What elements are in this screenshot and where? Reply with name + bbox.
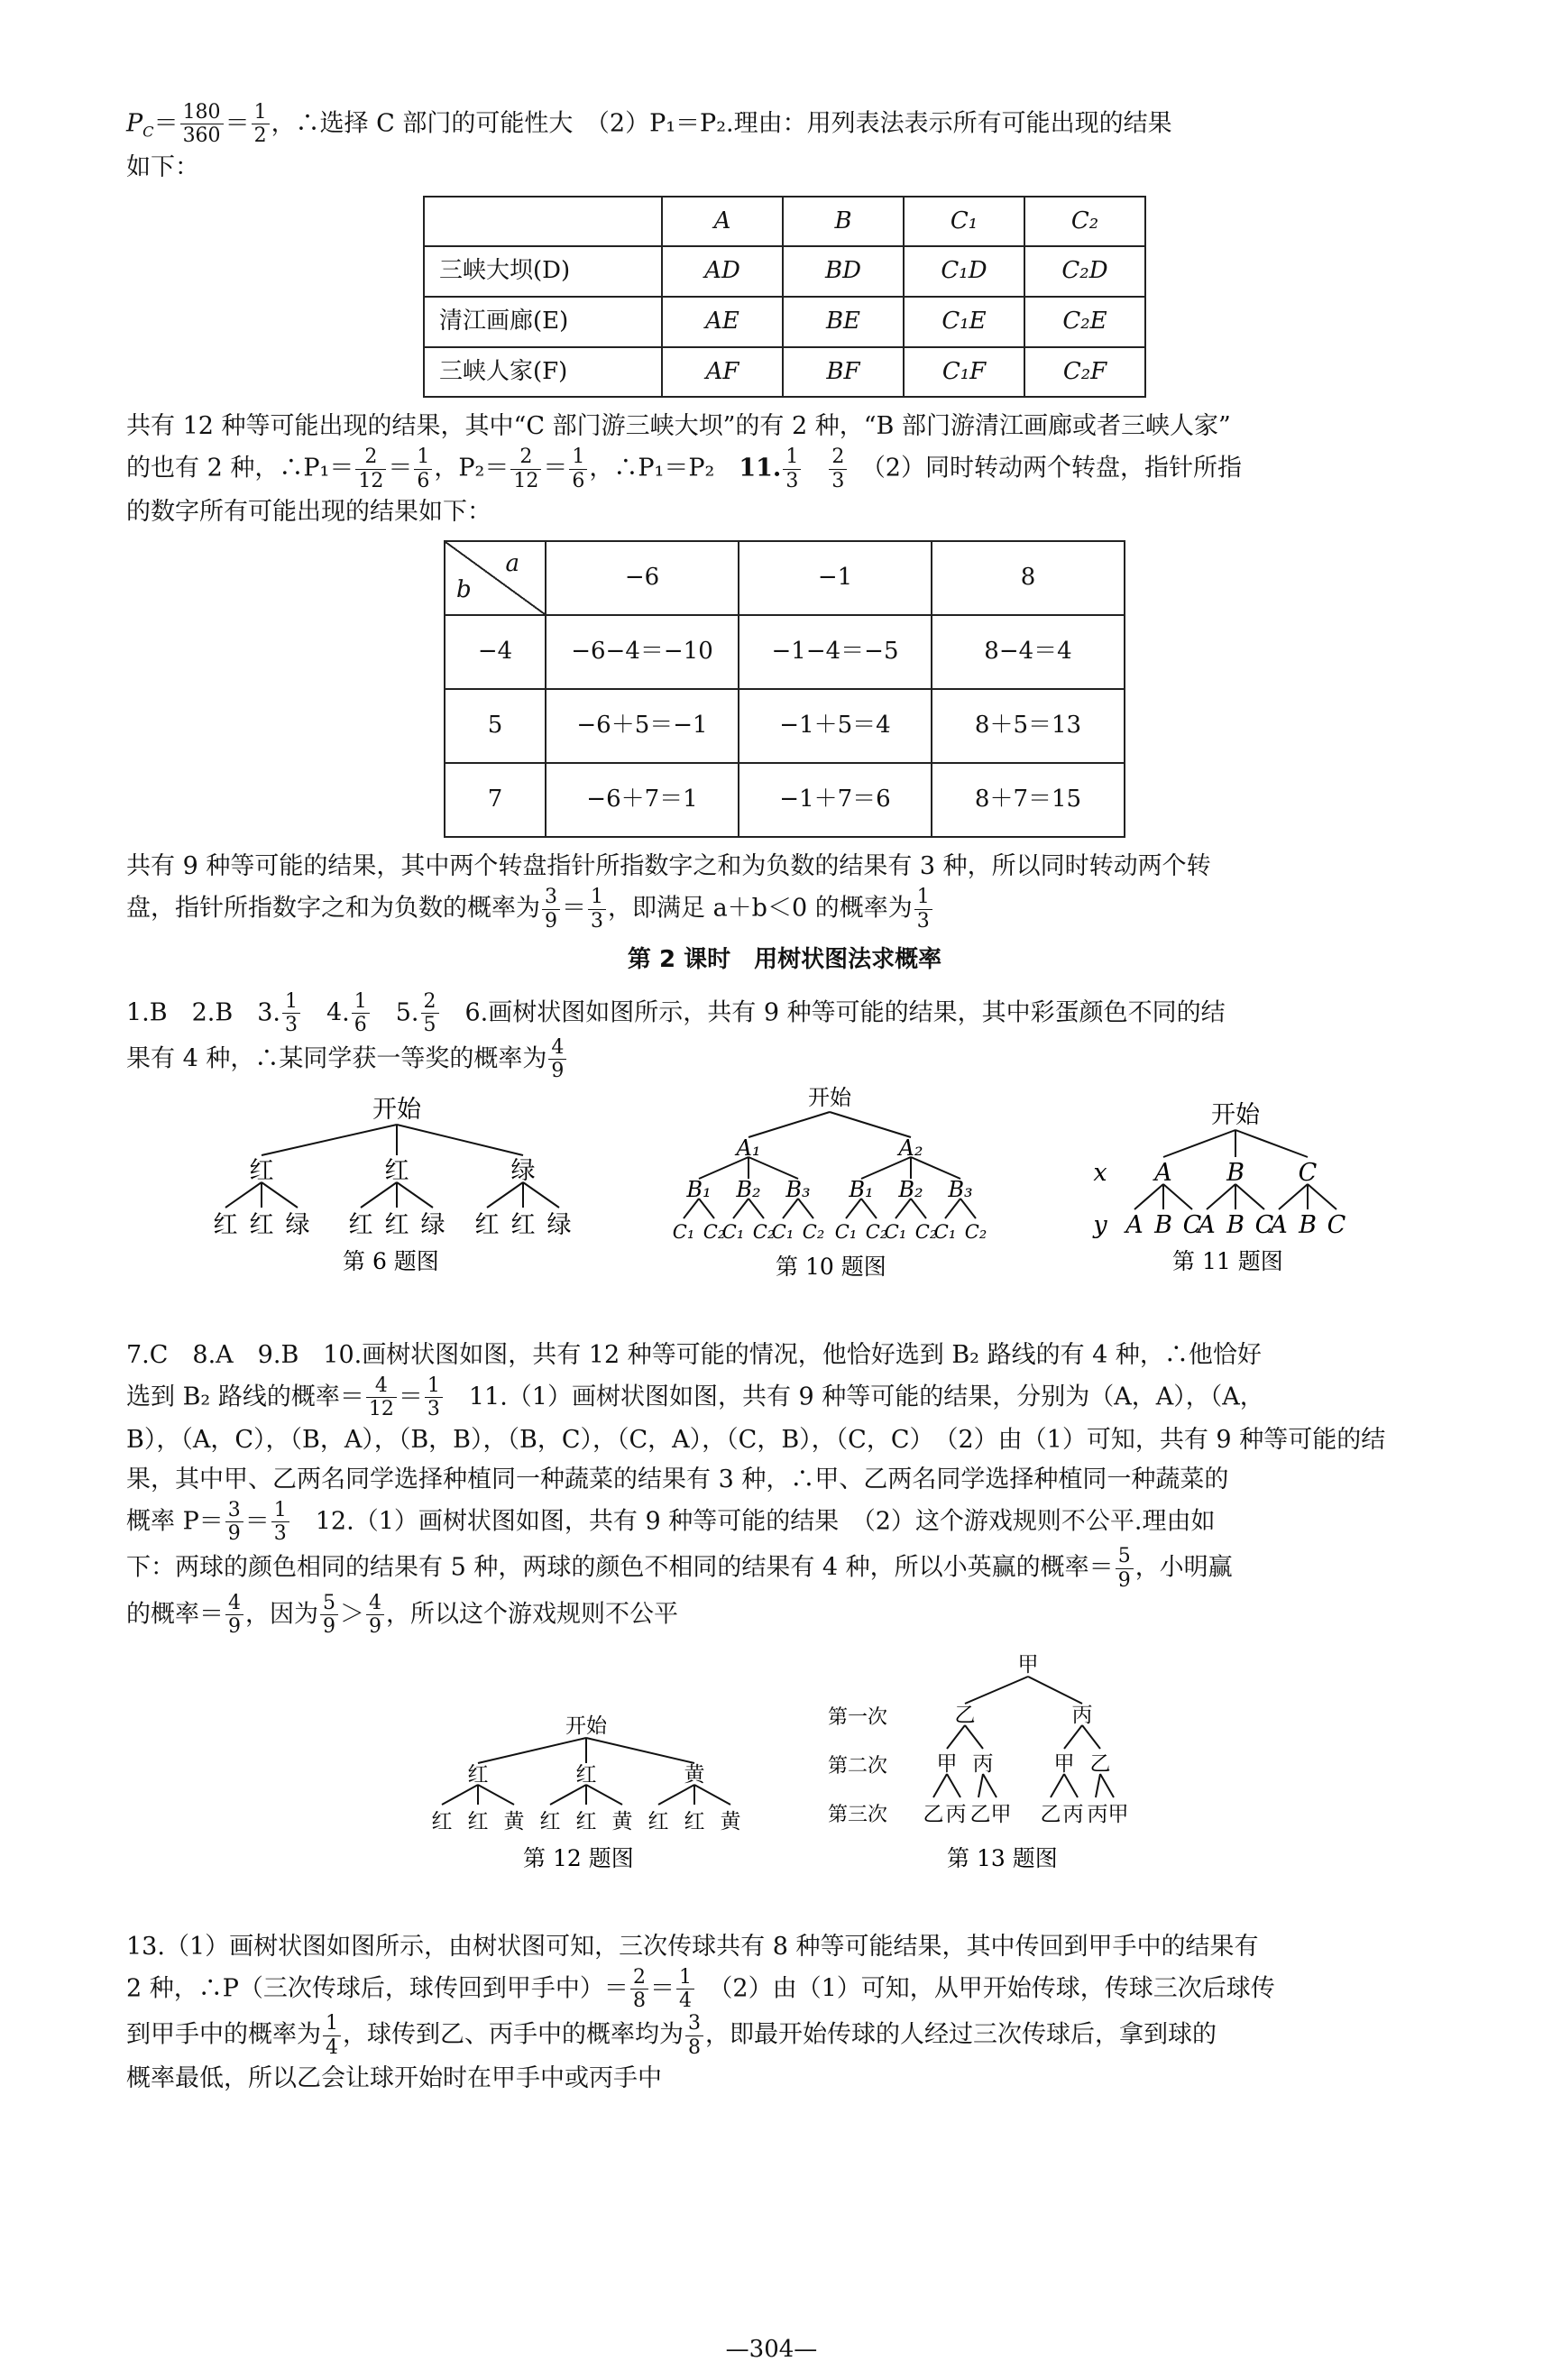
fraction: $\frac{2}{5}$ bbox=[421, 990, 439, 1037]
tree-root: 开始 bbox=[565, 1714, 607, 1738]
fraction: $\frac{5}{9}$ bbox=[1116, 1545, 1134, 1592]
tree-leaf: 丙 bbox=[945, 1802, 967, 1826]
table-cell: C₂D bbox=[1024, 246, 1145, 297]
table-cell: AD bbox=[662, 246, 783, 297]
fraction: $\frac{180}{360}$ bbox=[180, 101, 224, 148]
table-header: −1 bbox=[739, 541, 932, 615]
tree-node: 丙 bbox=[972, 1751, 994, 1776]
tree-leaf: C₁ bbox=[771, 1220, 794, 1243]
table-header bbox=[424, 197, 662, 247]
table-cell: C₂F bbox=[1024, 347, 1145, 398]
text-run: ，∴P₁＝P₂ bbox=[589, 454, 739, 482]
tree-leaf: 乙 bbox=[1040, 1802, 1061, 1826]
pc-symbol: P bbox=[126, 109, 143, 138]
table-cell: C₂E bbox=[1024, 297, 1145, 347]
tree-leaf: B bbox=[1299, 1210, 1317, 1239]
text-run: 2 种，∴P（三次传球后，球传回到甲手中）＝ bbox=[126, 1974, 629, 2003]
tree-root: 开始 bbox=[808, 1084, 851, 1110]
tree-node: B₁ bbox=[849, 1176, 874, 1202]
table-sums bbox=[444, 540, 1125, 838]
intro-tail: ，∴选择 C 部门的可能性大 （2）P₁＝P₂.理由：用列表法表示所有可能出现的结果 bbox=[271, 109, 1172, 138]
para-q10-conclusion: 共有 12 种等可能出现的结果，其中“C 部门游三峡大坝”的有 2 种，“B 部门游清江画廊或者三峡人家” 的也有 2 种，∴P₁＝ $\frac{2}{12}$ ＝ $\frac{1}{6}$ ，P₂＝ $\frac{2}{12}$ ＝ $\frac{1}{6}$ ，∴P₁＝P₂ 11. $\frac{1}{3}$ $\frac{2}{3}$ （2）同时转动两个转盘，指针所指 的数字所有可能出现的结果如下： bbox=[126, 412, 1242, 526]
table-cell: −4 bbox=[445, 615, 546, 689]
text-run: 的概率＝ bbox=[126, 1600, 224, 1629]
text-run: ，即最开始传球的人经过三次传球后，拿到球的 bbox=[705, 2020, 1217, 2049]
tree-leaf: 黄 bbox=[611, 1809, 633, 1833]
tree-leaf: C₁ bbox=[721, 1220, 745, 1243]
text-run: 到甲手中的概率为 bbox=[126, 2020, 321, 2049]
text-run: ，P₂＝ bbox=[434, 454, 510, 482]
tree-node: C bbox=[1298, 1158, 1318, 1187]
tree-leaf: 红 bbox=[684, 1809, 705, 1833]
tree-leaf: 绿 bbox=[546, 1210, 572, 1239]
table-cell: BD bbox=[783, 246, 904, 297]
corner-label-a: a bbox=[505, 550, 519, 578]
tree-node: 黄 bbox=[684, 1762, 705, 1787]
text-run: 4. bbox=[301, 997, 350, 1026]
para-answers-7-12: 7.C 8.A 9.B 10.画树状图如图，共有 12 种等可能的情况，他恰好选到 B₂ 路线的有 4 种，∴他恰好 选到 B₂ 路线的概率＝ $\frac{4}{12}$ ＝ $\frac{1}{3}$ 11.（1）画树状图如图，共有 9 种等可能的结果，分别为（A，A），（A， B），（A，C），（B，A），（B，B），（B，C），（C，A），（C，B），（C，C） （2）由（1）可知，共有 9 种等可能的结 果，其中甲、乙两名同学选择种植同一种蔬菜的结果有 3 种，∴甲、乙两名同学选择种植同一种蔬菜的 概率 P＝ $\frac{3}{9}$ ＝ $\frac{1}{3}$ 12.（1）画树状图如图，共有 9 种等可能的结果 （2）这个游戏规则不公平.理由如 下：两球的颜色相同的结果有 5 种，两球的颜色不相同的结果有 4 种，所以小英赢的概率＝ $\frac{5}{9}$ ，小明赢 的概率＝ $\frac{4}{9}$ ，因为 $\frac{5}{9}$ ＞ $\frac{4}{9}$ ，所以这个游戏规则不公平 bbox=[126, 1340, 1386, 1639]
fraction: $\frac{4}{9}$ bbox=[548, 1036, 566, 1083]
page-number: —304— bbox=[725, 2336, 818, 2363]
tree-row-label-y: y bbox=[1093, 1210, 1107, 1239]
para-q11-conclusion: 共有 9 种等可能的结果，其中两个转盘指针所指数字之和为负数的结果有 3 种，所以同时转动两个转 盘，指针所指数字之和为负数的概率为 $\frac{3}{9}$ ＝ $\frac{1}{3}$ ，即满足 a＋b＜0 的概率为 $\frac{1}{3}$ bbox=[126, 852, 1211, 933]
table-header: 8 bbox=[932, 541, 1125, 615]
text-run: 的也有 2 种，∴P₁＝ bbox=[126, 454, 354, 482]
table-cell: −1＋7＝6 bbox=[739, 763, 932, 837]
corner-label-b: b bbox=[456, 575, 472, 603]
fraction: $\frac{1}{3}$ bbox=[914, 886, 932, 933]
tree-leaf: 红 bbox=[648, 1809, 669, 1833]
tree-diagram-6 bbox=[207, 1092, 586, 1282]
text-run: （2）由（1）可知，从甲开始传球，传球三次后球传 bbox=[695, 1974, 1275, 2003]
table-header: A bbox=[662, 197, 783, 247]
text-run: （2）同时转动两个转盘，指针所指 bbox=[873, 454, 1242, 482]
table-header: B bbox=[783, 197, 904, 247]
fraction: $\frac{4}{12}$ bbox=[366, 1374, 397, 1421]
tree-leaf: C bbox=[1254, 1210, 1274, 1239]
text-run: 1.B 2.B 3. bbox=[126, 997, 280, 1026]
fraction: $\frac{2}{8}$ bbox=[630, 1966, 648, 2013]
fraction: $\frac{1}{4}$ bbox=[676, 1966, 694, 2013]
table-cell: −1−4＝−5 bbox=[739, 615, 932, 689]
text-line: 果，其中甲、乙两名同学选择种植同一种蔬菜的结果有 3 种，∴甲、乙两名同学选择种植同一种蔬菜的 bbox=[126, 1465, 1229, 1493]
tree-row-label-x: x bbox=[1093, 1158, 1107, 1187]
table-cell: C₁D bbox=[904, 246, 1024, 297]
tree-leaf: C₁ bbox=[672, 1220, 695, 1243]
text-run: 12.（1）画树状图如图，共有 9 种等可能的结果 （2）这个游戏规则不公平.理由如 bbox=[290, 1507, 1216, 1536]
table-cell: C₁E bbox=[904, 297, 1024, 347]
text-run: 5. bbox=[371, 997, 419, 1026]
table-cell: 5 bbox=[445, 689, 546, 763]
table-cell: C₁F bbox=[904, 347, 1024, 398]
tree-diagram-11 bbox=[1055, 1098, 1434, 1287]
fraction: $\frac{3}{9}$ bbox=[225, 1499, 243, 1546]
fraction: $\frac{2}{12}$ bbox=[510, 446, 541, 492]
text-line: 概率最低，所以乙会让球开始时在甲手中或丙手中 bbox=[126, 2064, 662, 2092]
tree-leaf: C₁ bbox=[884, 1220, 907, 1243]
fraction: $\frac{1}{4}$ bbox=[323, 2012, 341, 2059]
fraction: $\frac{1}{3}$ bbox=[271, 1499, 289, 1546]
table-cell: 8＋5＝13 bbox=[932, 689, 1125, 763]
table-header: C₂ bbox=[1024, 197, 1145, 247]
tree-leaf: 红 bbox=[467, 1809, 489, 1833]
tree-leaf: 红 bbox=[348, 1210, 373, 1239]
table-cell: 三峡大坝(D) bbox=[424, 246, 662, 297]
para-answers-1-6 bbox=[126, 990, 1443, 1083]
tree-leaf: 丙 bbox=[1087, 1802, 1108, 1826]
fraction: $\frac{1}{6}$ bbox=[569, 446, 587, 492]
tree-leaf: A bbox=[1125, 1210, 1143, 1239]
tree-row-label: 第二次 bbox=[828, 1754, 888, 1778]
figure-6 bbox=[207, 1092, 586, 1293]
table-cell: −6＋5＝−1 bbox=[546, 689, 739, 763]
table-cell: 三峡人家(F) bbox=[424, 347, 662, 398]
table-row bbox=[424, 297, 1145, 347]
tree-leaf: 绿 bbox=[420, 1210, 445, 1239]
tree-leaf: 红 bbox=[384, 1210, 409, 1239]
tree-row-label: 第一次 bbox=[828, 1705, 888, 1729]
tree-node: B bbox=[1226, 1158, 1245, 1187]
table-cell: AF bbox=[662, 347, 783, 398]
pc-subscript: C bbox=[142, 123, 154, 141]
fraction: $\frac{4}{9}$ bbox=[366, 1592, 384, 1639]
tree-node: 甲 bbox=[936, 1751, 958, 1776]
tree-node: 乙 bbox=[954, 1703, 976, 1727]
text-run: ，所以这个游戏规则不公平 bbox=[386, 1600, 678, 1629]
table-corner-cell bbox=[445, 541, 546, 615]
tree-leaf: C₂ bbox=[752, 1220, 776, 1243]
tree-leaf: 红 bbox=[539, 1809, 561, 1833]
tree-leaf: 红 bbox=[575, 1809, 597, 1833]
tree-leaf: A bbox=[1270, 1210, 1288, 1239]
table-cell: −1＋5＝4 bbox=[739, 689, 932, 763]
tree-node: B₁ bbox=[686, 1176, 712, 1202]
text-run: ，因为 bbox=[245, 1600, 318, 1629]
figure-10 bbox=[649, 1083, 1046, 1293]
tree-leaf: C₂ bbox=[802, 1220, 825, 1243]
text-run: ，小明赢 bbox=[1134, 1553, 1233, 1582]
tree-diagram-13 bbox=[812, 1648, 1208, 1900]
tree-row-label: 第三次 bbox=[828, 1803, 888, 1826]
tree-leaf: 乙 bbox=[923, 1802, 944, 1826]
question-number: 11. bbox=[739, 454, 782, 482]
text-run: 11.（1）画树状图如图，共有 9 种等可能的结果，分别为（A，A），（A， bbox=[444, 1383, 1264, 1411]
tree-diagram-10 bbox=[649, 1083, 1046, 1282]
table-cell: 清江画廊(E) bbox=[424, 297, 662, 347]
text-line: 的数字所有可能出现的结果如下： bbox=[126, 497, 491, 526]
figure-12 bbox=[415, 1711, 812, 1921]
text-run: ＞ bbox=[340, 1600, 364, 1629]
table-header: −6 bbox=[546, 541, 739, 615]
fraction: $\frac{1}{6}$ bbox=[414, 446, 432, 492]
table-row bbox=[445, 615, 1125, 689]
table-cell: 8＋7＝15 bbox=[932, 763, 1125, 837]
table-header-row bbox=[424, 197, 1145, 247]
fraction: $\frac{3}{9}$ bbox=[542, 886, 560, 933]
tree-leaf: C₁ bbox=[834, 1220, 858, 1243]
table-header-row bbox=[445, 541, 1125, 615]
text-line: B），（A，C），（B，A），（B，B），（B，C），（C，A），（C，B），（C，C） （2）由（1）可知，共有 9 种等可能的结 bbox=[126, 1426, 1386, 1455]
tree-node: B₂ bbox=[898, 1176, 923, 1202]
tree-leaf: C₂ bbox=[914, 1220, 938, 1243]
figure-caption: 第 11 题图 bbox=[1172, 1247, 1283, 1274]
tree-node: 丙 bbox=[1071, 1703, 1093, 1727]
table-header: C₁ bbox=[904, 197, 1024, 247]
table-cell: 7 bbox=[445, 763, 546, 837]
tree-leaf: C bbox=[1327, 1210, 1346, 1239]
text-run: 选到 B₂ 路线的概率＝ bbox=[126, 1383, 364, 1411]
tree-leaf: 丙 bbox=[1062, 1802, 1084, 1826]
text-line: 共有 12 种等可能出现的结果，其中“C 部门游三峡大坝”的有 2 种，“B 部门游清江画廊或者三峡人家” bbox=[126, 412, 1231, 441]
text-line: 13.（1）画树状图如图所示，由树状图可知，三次传球共有 8 种等可能结果，其中传回到甲手中的结果有 bbox=[126, 1932, 1259, 1961]
table-cell: 8−4＝4 bbox=[932, 615, 1125, 689]
tree-node: 红 bbox=[467, 1762, 489, 1787]
tree-leaf: A bbox=[1198, 1210, 1216, 1239]
tree-leaf: 红 bbox=[510, 1210, 536, 1239]
para-answer-13: 13.（1）画树状图如图所示，由树状图可知，三次传球共有 8 种等可能结果，其中传回到甲手中的结果有 2 种，∴P（三次传球后，球传回到甲手中）＝ $\frac{2}{8}$ ＝ $\frac{1}{4}$ （2）由（1）可知，从甲开始传球，传球三次后球传 到甲手中的概率为 $\frac{1}{4}$ ，球传到乙、丙手中的概率均为 $\frac{3}{8}$ ，即最开始传球的人经过三次传球后，拿到球的 概率最低，所以乙会让球开始时在甲手中或丙手中 bbox=[126, 1932, 1275, 2092]
tree-node: 红 bbox=[384, 1156, 409, 1185]
fraction: $\frac{1}{6}$ bbox=[352, 990, 370, 1037]
table-row bbox=[424, 347, 1145, 398]
table-cell: −6−4＝−10 bbox=[546, 615, 739, 689]
text-run: ，即满足 a＋b＜0 的概率为 bbox=[608, 894, 913, 923]
tree-leaf: 绿 bbox=[285, 1210, 310, 1239]
tree-leaf: 黄 bbox=[503, 1809, 525, 1833]
tree-node: A₂ bbox=[898, 1135, 923, 1161]
tree-leaf: 红 bbox=[431, 1809, 453, 1833]
text-line: 共有 9 种等可能的结果，其中两个转盘指针所指数字之和为负数的结果有 3 种，所以同时转动两个转 bbox=[126, 852, 1211, 881]
tree-node: A bbox=[1154, 1158, 1172, 1187]
figure-caption: 第 6 题图 bbox=[343, 1247, 439, 1274]
fraction: $\frac{4}{9}$ bbox=[225, 1592, 243, 1639]
figure-caption: 第 13 题图 bbox=[947, 1844, 1058, 1871]
tree-leaf: 乙 bbox=[969, 1802, 991, 1826]
tree-node: 乙 bbox=[1089, 1751, 1111, 1776]
tree-leaf: C bbox=[1182, 1210, 1202, 1239]
tree-leaf: 黄 bbox=[720, 1809, 741, 1833]
tree-node: B₃ bbox=[785, 1176, 811, 1202]
tree-leaf: 甲 bbox=[990, 1802, 1012, 1826]
table-cell: −6＋7＝1 bbox=[546, 763, 739, 837]
tree-leaf: C₂ bbox=[964, 1220, 987, 1243]
tree-root: 甲 bbox=[1017, 1652, 1039, 1677]
tree-node: B₂ bbox=[736, 1176, 761, 1202]
tree-node: 绿 bbox=[510, 1156, 536, 1185]
fraction: $\frac{5}{9}$ bbox=[320, 1592, 338, 1639]
tree-root: 开始 bbox=[1211, 1100, 1260, 1129]
table-cell: AE bbox=[662, 297, 783, 347]
page-body bbox=[126, 101, 1443, 2105]
figure-caption: 第 12 题图 bbox=[523, 1844, 634, 1871]
intro-line2: 如下： bbox=[126, 152, 199, 181]
fraction: $\frac{2}{3}$ bbox=[829, 446, 847, 492]
fraction: $\frac{1}{3}$ bbox=[282, 990, 300, 1037]
tree-root: 开始 bbox=[372, 1095, 421, 1124]
para-intro: $P_C=$ $\frac{180}{360}$ ＝ $\frac{1}{2}$ ，∴选择 C 部门的可能性大 （2）P₁＝P₂.理由：用列表法表示所有可能出现的结果 如下： bbox=[126, 101, 1172, 181]
tree-node: 红 bbox=[249, 1156, 274, 1185]
section-title: 第 2 课时 用树状图法求概率 bbox=[627, 945, 942, 973]
tree-leaf: B bbox=[1226, 1210, 1245, 1239]
tree-node: 红 bbox=[575, 1762, 597, 1787]
figure-11 bbox=[1055, 1098, 1434, 1299]
tree-leaf: B bbox=[1154, 1210, 1172, 1239]
table-cell: BE bbox=[783, 297, 904, 347]
fraction: $\frac{3}{8}$ bbox=[685, 2012, 703, 2059]
tree-node: 甲 bbox=[1053, 1751, 1075, 1776]
table-row bbox=[445, 763, 1125, 837]
tree-leaf: 红 bbox=[249, 1210, 274, 1239]
fraction: $\frac{1}{3}$ bbox=[783, 446, 801, 492]
fraction: $\frac{1}{3}$ bbox=[425, 1374, 443, 1421]
tree-leaf: 红 bbox=[474, 1210, 500, 1239]
tree-diagram-12 bbox=[415, 1711, 812, 1909]
text-line: 7.C 8.A 9.B 10.画树状图如图，共有 12 种等可能的情况，他恰好选到 B₂ 路线的有 4 种，∴他恰好 bbox=[126, 1340, 1262, 1369]
table-cell: BF bbox=[783, 347, 904, 398]
tree-leaf: C₁ bbox=[933, 1220, 957, 1243]
tree-leaf: 甲 bbox=[1107, 1802, 1129, 1826]
fraction: $\frac{2}{12}$ bbox=[355, 446, 386, 492]
figure-13 bbox=[812, 1648, 1208, 1912]
text-run: ，球传到乙、丙手中的概率均为 bbox=[343, 2020, 684, 2049]
tree-node: B₃ bbox=[948, 1176, 973, 1202]
tree-node: A₁ bbox=[736, 1135, 761, 1161]
text-run: 盘，指针所指数字之和为负数的概率为 bbox=[126, 894, 540, 923]
text-run: 果有 4 种，∴某同学获一等奖的概率为 bbox=[126, 1044, 547, 1073]
fraction: $\frac{1}{2}$ bbox=[252, 101, 270, 148]
text-run: 概率 P＝ bbox=[126, 1507, 224, 1536]
figure-row-1 bbox=[126, 1084, 1443, 1327]
tree-leaf: 红 bbox=[213, 1210, 238, 1239]
text-run: 6.画树状图如图所示，共有 9 种等可能的结果，其中彩蛋颜色不同的结 bbox=[440, 997, 1226, 1026]
table-row bbox=[424, 246, 1145, 297]
figure-row-2 bbox=[126, 1648, 1443, 1918]
text-run: 下：两球的颜色相同的结果有 5 种，两球的颜色不相同的结果有 4 种，所以小英赢的概率＝ bbox=[126, 1553, 1114, 1582]
table-row bbox=[445, 689, 1125, 763]
tree-leaf: C₂ bbox=[703, 1220, 726, 1243]
fraction: $\frac{1}{3}$ bbox=[588, 886, 606, 933]
table-combinations bbox=[423, 196, 1146, 398]
tree-leaf: C₂ bbox=[865, 1220, 888, 1243]
figure-caption: 第 10 题图 bbox=[776, 1253, 886, 1280]
